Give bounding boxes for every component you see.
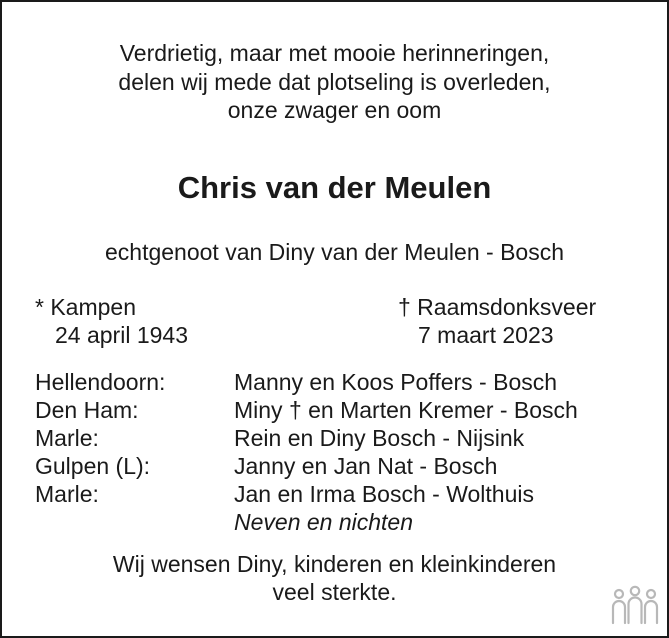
intro-text — [2, 39, 667, 125]
closing-line: veel sterkte. — [272, 579, 397, 605]
family-row — [35, 424, 578, 452]
closing-text — [2, 550, 667, 606]
closing-line: Wij wensen Diny, kinderen en kleinkinderen — [112, 551, 557, 577]
death-place: † Raamsdonksveer — [398, 294, 597, 320]
family-extra: Neven en nichten — [234, 509, 414, 535]
intro-line: Verdrietig, maar met mooie herinneringen, — [119, 40, 550, 66]
family-place: Marle: — [35, 425, 99, 451]
family-list — [35, 368, 578, 536]
birth-place: * Kampen — [35, 294, 137, 320]
birth-info — [35, 293, 188, 349]
intro-line: delen wij mede dat plotseling is overleden, — [118, 68, 551, 95]
family-names: Miny † en Marten Kremer - Bosch — [234, 397, 578, 423]
family-names: Jan en Irma Bosch - Wolthuis — [234, 481, 534, 507]
family-row — [35, 452, 578, 480]
family-row — [35, 396, 578, 424]
deceased-name: Chris van der Meulen — [177, 170, 492, 205]
intro-line: onze zwager en oom — [227, 97, 442, 123]
people-group-icon — [610, 585, 660, 625]
family-place: Gulpen (L): — [35, 453, 151, 479]
family-names: Rein en Diny Bosch - Nijsink — [234, 425, 525, 451]
birth-date: 24 april 1943 — [55, 322, 188, 348]
family-place: Marle: — [35, 481, 99, 507]
family-row — [35, 480, 578, 508]
spouse-line: echtgenoot van Diny van der Meulen - Bosch — [105, 239, 564, 265]
family-row — [35, 368, 578, 396]
death-date: 7 maart 2023 — [418, 322, 554, 348]
family-names: Manny en Koos Poffers - Bosch — [234, 369, 558, 395]
family-place: Hellendoorn: — [35, 369, 166, 395]
family-names: Janny en Jan Nat - Bosch — [234, 453, 498, 479]
death-info — [398, 293, 596, 349]
family-place: Den Ham: — [35, 397, 139, 423]
